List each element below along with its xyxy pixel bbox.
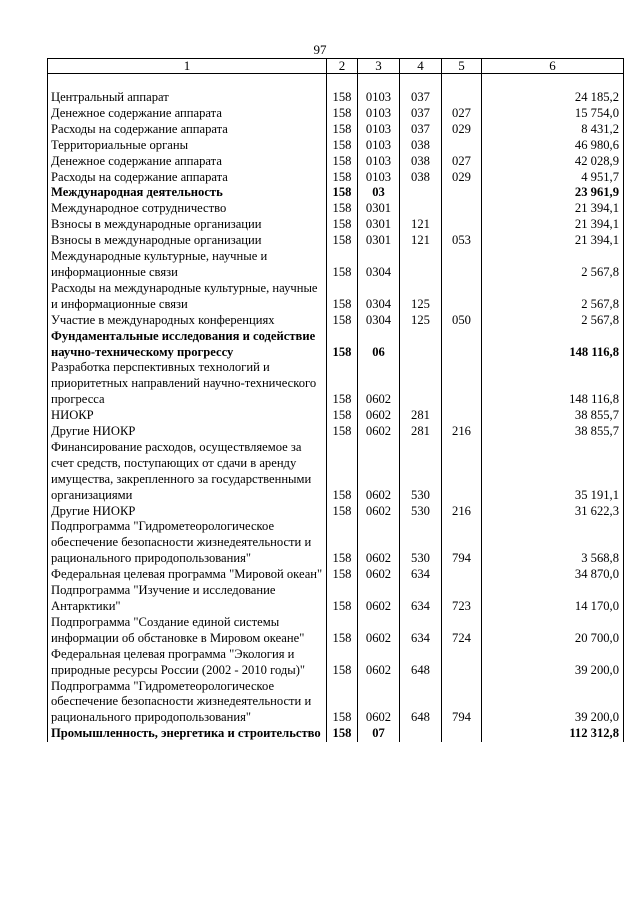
row-code-expense: 216 <box>442 504 482 520</box>
row-code-chapter: 158 <box>327 154 358 170</box>
row-code-chapter: 158 <box>327 201 358 217</box>
table-row <box>48 217 624 233</box>
row-code-section: 0602 <box>358 647 400 679</box>
row-amount: 2 567,8 <box>482 249 624 281</box>
row-name: Территориальные органы <box>48 138 327 154</box>
table-row <box>48 90 624 106</box>
row-code-target <box>400 360 442 408</box>
row-name: Промышленность, энергетика и строительство <box>48 726 327 742</box>
row-amount: 34 870,0 <box>482 567 624 583</box>
row-code-section: 0103 <box>358 138 400 154</box>
row-code-chapter: 158 <box>327 233 358 249</box>
row-amount: 35 191,1 <box>482 440 624 504</box>
row-code-expense <box>442 281 482 313</box>
row-amount: 46 980,6 <box>482 138 624 154</box>
row-code-chapter: 158 <box>327 329 358 361</box>
row-code-chapter: 158 <box>327 281 358 313</box>
row-amount: 3 568,8 <box>482 519 624 567</box>
row-name: Подпрограмма "Создание единой системы информации об обстановке в Мировом океане" <box>48 615 327 647</box>
table-row <box>48 170 624 186</box>
table-row <box>48 185 624 201</box>
row-code-expense <box>442 726 482 742</box>
row-code-expense <box>442 408 482 424</box>
row-code-target: 125 <box>400 281 442 313</box>
row-name: Финансирование расходов, осуществляемое за счет средств, поступающих от сдачи в аренду имущества, закрепленного за государственными организациями <box>48 440 327 504</box>
row-name: Другие НИОКР <box>48 504 327 520</box>
row-code-target: 037 <box>400 122 442 138</box>
row-name: Федеральная целевая программа "Экология и природные ресурсы России (2002 - 2010 годы)" <box>48 647 327 679</box>
row-code-target: 634 <box>400 567 442 583</box>
table-row <box>48 615 624 647</box>
row-code-expense <box>442 201 482 217</box>
row-name: Расходы на содержание аппарата <box>48 170 327 186</box>
row-amount: 42 028,9 <box>482 154 624 170</box>
row-name: Подпрограмма "Гидрометеорологическое обеспечение безопасности жизнедеятельности и рационального природопользования" <box>48 519 327 567</box>
row-name: Международная деятельность <box>48 185 327 201</box>
row-code-target: 121 <box>400 217 442 233</box>
row-name: Другие НИОКР <box>48 424 327 440</box>
row-name: Подпрограмма "Изучение и исследование Антарктики" <box>48 583 327 615</box>
row-code-section: 0103 <box>358 106 400 122</box>
table-row <box>48 440 624 504</box>
row-code-expense <box>442 138 482 154</box>
table-row <box>48 519 624 567</box>
row-code-target: 037 <box>400 90 442 106</box>
table-row <box>48 249 624 281</box>
row-amount: 15 754,0 <box>482 106 624 122</box>
row-code-target: 634 <box>400 615 442 647</box>
row-amount: 39 200,0 <box>482 647 624 679</box>
row-code-section: 06 <box>358 329 400 361</box>
row-code-chapter: 158 <box>327 170 358 186</box>
row-name: Разработка перспективных технологий и приоритетных направлений научно-технического прогресса <box>48 360 327 408</box>
row-code-target <box>400 201 442 217</box>
row-code-section: 0602 <box>358 424 400 440</box>
row-code-target: 530 <box>400 504 442 520</box>
row-code-target <box>400 726 442 742</box>
row-code-section: 0304 <box>358 313 400 329</box>
row-code-expense <box>442 647 482 679</box>
row-code-chapter: 158 <box>327 583 358 615</box>
row-code-target: 530 <box>400 440 442 504</box>
row-name: Взносы в международные организации <box>48 233 327 249</box>
table-row <box>48 424 624 440</box>
row-code-target: 038 <box>400 154 442 170</box>
row-code-chapter: 158 <box>327 90 358 106</box>
row-code-expense: 794 <box>442 519 482 567</box>
row-code-chapter: 158 <box>327 679 358 727</box>
row-code-expense: 216 <box>442 424 482 440</box>
row-code-expense <box>442 440 482 504</box>
row-code-expense: 724 <box>442 615 482 647</box>
table-row <box>48 583 624 615</box>
row-code-section: 07 <box>358 726 400 742</box>
row-name: Денежное содержание аппарата <box>48 106 327 122</box>
row-code-section: 0602 <box>358 615 400 647</box>
row-code-chapter: 158 <box>327 424 358 440</box>
column-header: 3 <box>358 59 400 74</box>
row-code-target: 038 <box>400 170 442 186</box>
row-code-target: 634 <box>400 583 442 615</box>
table-row <box>48 138 624 154</box>
row-code-target: 648 <box>400 679 442 727</box>
row-code-chapter: 158 <box>327 249 358 281</box>
row-code-section: 0602 <box>358 440 400 504</box>
row-name: НИОКР <box>48 408 327 424</box>
table-row <box>48 408 624 424</box>
row-code-target: 038 <box>400 138 442 154</box>
row-name: Участие в международных конференциях <box>48 313 327 329</box>
row-code-section: 0602 <box>358 583 400 615</box>
row-code-chapter: 158 <box>327 567 358 583</box>
row-amount: 21 394,1 <box>482 201 624 217</box>
table-row <box>48 360 624 408</box>
row-code-target: 121 <box>400 233 442 249</box>
row-name: Международное сотрудничество <box>48 201 327 217</box>
row-code-expense: 794 <box>442 679 482 727</box>
row-code-target: 281 <box>400 408 442 424</box>
row-code-section: 0304 <box>358 281 400 313</box>
row-amount: 2 567,8 <box>482 313 624 329</box>
table-row <box>48 647 624 679</box>
column-header: 1 <box>48 59 327 74</box>
row-code-section: 0103 <box>358 170 400 186</box>
row-code-chapter: 158 <box>327 408 358 424</box>
row-code-expense: 029 <box>442 122 482 138</box>
row-code-target: 037 <box>400 106 442 122</box>
row-code-target: 648 <box>400 647 442 679</box>
row-code-chapter: 158 <box>327 647 358 679</box>
row-code-section: 0602 <box>358 679 400 727</box>
row-amount: 112 312,8 <box>482 726 624 742</box>
row-code-section: 0103 <box>358 154 400 170</box>
row-code-expense: 027 <box>442 154 482 170</box>
row-code-chapter: 158 <box>327 360 358 408</box>
row-amount: 23 961,9 <box>482 185 624 201</box>
row-amount: 21 394,1 <box>482 233 624 249</box>
column-header: 6 <box>482 59 624 74</box>
row-code-section: 0602 <box>358 504 400 520</box>
row-amount: 2 567,8 <box>482 281 624 313</box>
row-code-section: 0301 <box>358 201 400 217</box>
row-name: Фундаментальные исследования и содействие научно-техническому прогрессу <box>48 329 327 361</box>
row-code-expense: 050 <box>442 313 482 329</box>
row-code-expense <box>442 567 482 583</box>
budget-table <box>47 58 624 742</box>
row-code-chapter: 158 <box>327 138 358 154</box>
table-row <box>48 281 624 313</box>
row-code-target <box>400 249 442 281</box>
table-row <box>48 726 624 742</box>
row-name: Расходы на международные культурные, научные и информационные связи <box>48 281 327 313</box>
table-row <box>48 154 624 170</box>
row-code-expense <box>442 185 482 201</box>
row-name: Денежное содержание аппарата <box>48 154 327 170</box>
column-header: 5 <box>442 59 482 74</box>
row-name: Центральный аппарат <box>48 90 327 106</box>
table-row <box>48 106 624 122</box>
row-code-chapter: 158 <box>327 504 358 520</box>
page-number: 97 <box>313 42 327 57</box>
row-code-section: 0103 <box>358 90 400 106</box>
spacer-row <box>48 74 624 91</box>
row-code-chapter: 158 <box>327 122 358 138</box>
row-code-chapter: 158 <box>327 106 358 122</box>
row-code-section: 0301 <box>358 217 400 233</box>
row-amount: 4 951,7 <box>482 170 624 186</box>
row-code-chapter: 158 <box>327 185 358 201</box>
column-header: 4 <box>400 59 442 74</box>
row-amount: 20 700,0 <box>482 615 624 647</box>
row-name: Международные культурные, научные и информационные связи <box>48 249 327 281</box>
row-code-chapter: 158 <box>327 726 358 742</box>
row-code-expense: 027 <box>442 106 482 122</box>
row-code-section: 0304 <box>358 249 400 281</box>
column-header: 2 <box>327 59 358 74</box>
row-code-expense <box>442 360 482 408</box>
row-code-chapter: 158 <box>327 519 358 567</box>
row-amount: 31 622,3 <box>482 504 624 520</box>
row-code-chapter: 158 <box>327 217 358 233</box>
row-code-expense <box>442 90 482 106</box>
row-code-target: 125 <box>400 313 442 329</box>
table-row <box>48 679 624 727</box>
table-row <box>48 122 624 138</box>
row-amount: 8 431,2 <box>482 122 624 138</box>
row-code-section: 0602 <box>358 408 400 424</box>
row-code-chapter: 158 <box>327 313 358 329</box>
row-amount: 14 170,0 <box>482 583 624 615</box>
row-code-expense: 029 <box>442 170 482 186</box>
row-code-expense <box>442 329 482 361</box>
row-amount: 148 116,8 <box>482 360 624 408</box>
row-code-section: 0301 <box>358 233 400 249</box>
row-code-target: 530 <box>400 519 442 567</box>
row-name: Взносы в международные организации <box>48 217 327 233</box>
row-code-chapter: 158 <box>327 440 358 504</box>
row-code-target: 281 <box>400 424 442 440</box>
row-code-expense: 723 <box>442 583 482 615</box>
row-code-section: 0103 <box>358 122 400 138</box>
row-name: Федеральная целевая программа "Мировой океан" <box>48 567 327 583</box>
table-row <box>48 233 624 249</box>
row-code-chapter: 158 <box>327 615 358 647</box>
row-code-section: 03 <box>358 185 400 201</box>
table-row <box>48 504 624 520</box>
row-name: Расходы на содержание аппарата <box>48 122 327 138</box>
row-amount: 38 855,7 <box>482 408 624 424</box>
row-amount: 24 185,2 <box>482 90 624 106</box>
row-amount: 38 855,7 <box>482 424 624 440</box>
table-row <box>48 313 624 329</box>
header-row <box>48 59 624 74</box>
row-code-target <box>400 329 442 361</box>
row-name: Подпрограмма "Гидрометеорологическое обеспечение безопасности жизнедеятельности и рационального природопользования" <box>48 679 327 727</box>
row-code-expense <box>442 249 482 281</box>
row-code-expense: 053 <box>442 233 482 249</box>
row-amount: 21 394,1 <box>482 217 624 233</box>
row-code-section: 0602 <box>358 567 400 583</box>
row-code-target <box>400 185 442 201</box>
row-amount: 148 116,8 <box>482 329 624 361</box>
table-row <box>48 567 624 583</box>
table-row <box>48 329 624 361</box>
row-code-section: 0602 <box>358 519 400 567</box>
row-code-section: 0602 <box>358 360 400 408</box>
row-code-expense <box>442 217 482 233</box>
table-row <box>48 201 624 217</box>
row-amount: 39 200,0 <box>482 679 624 727</box>
